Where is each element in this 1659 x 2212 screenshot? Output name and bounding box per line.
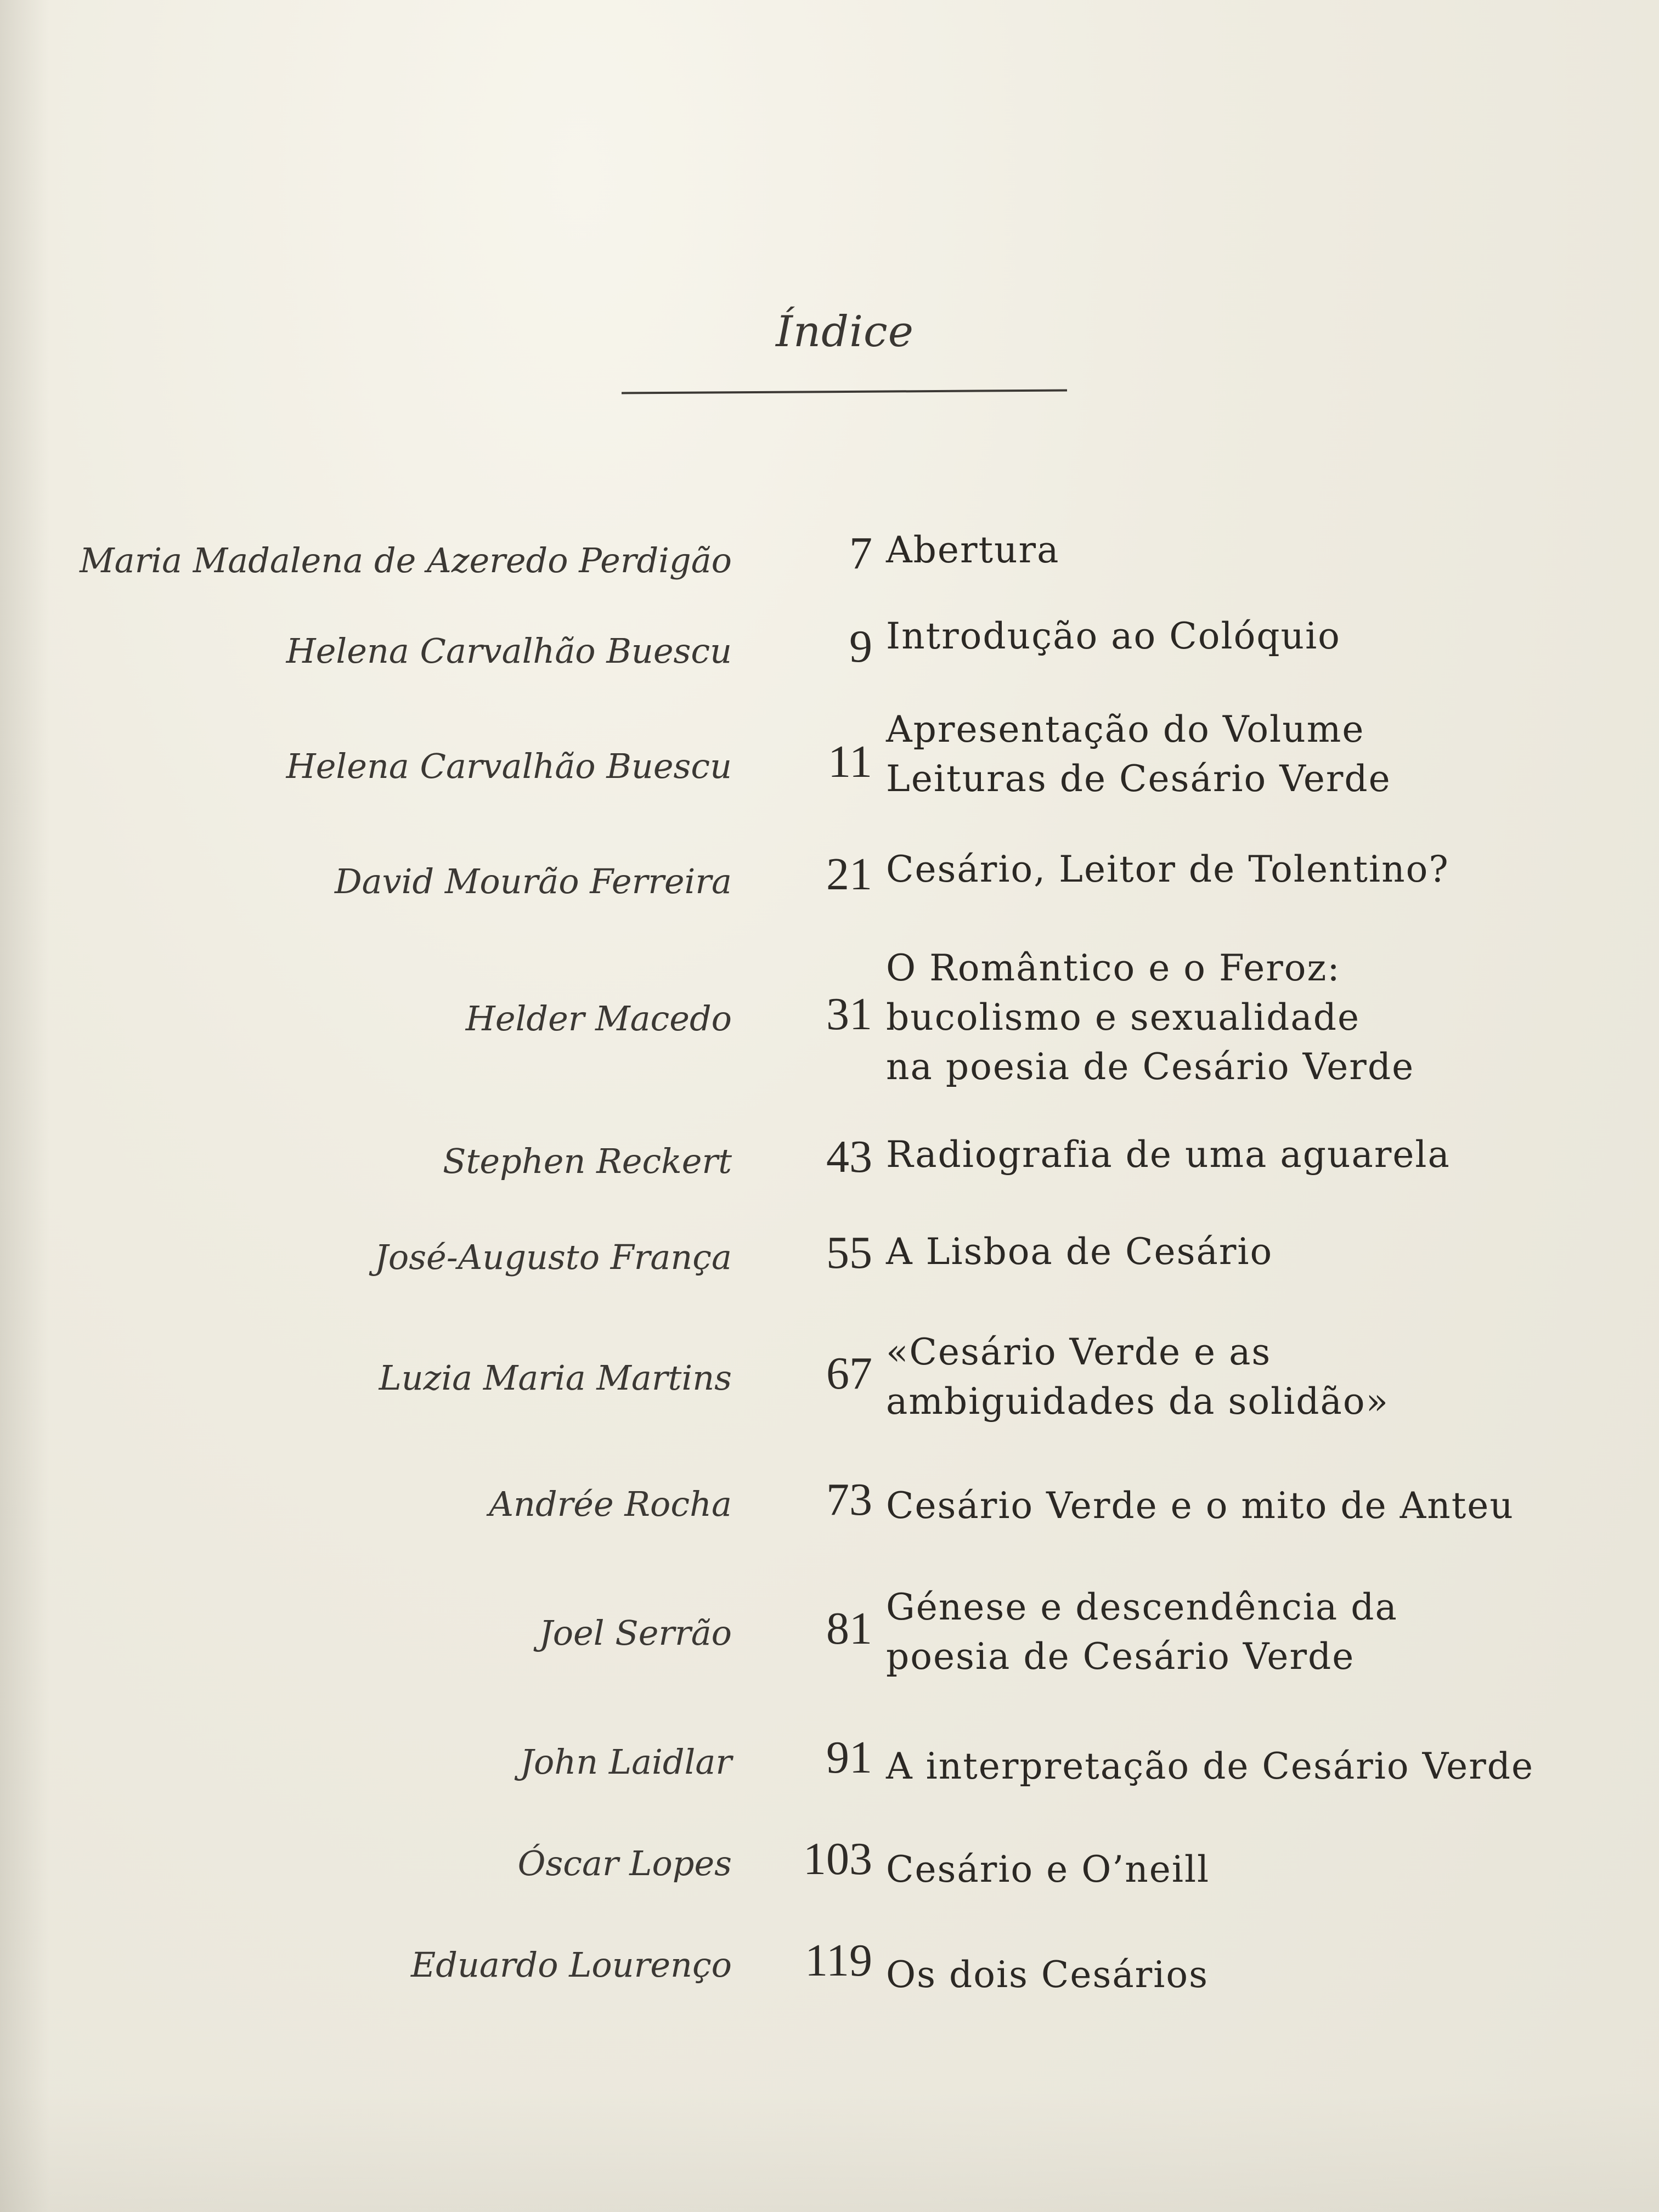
entry-page-number: 81: [826, 1603, 872, 1654]
entry-author: Helena Carvalhão Buescu: [286, 746, 732, 786]
entry-author: John Laidlar: [520, 1742, 732, 1782]
page-shadow-bottom: [0, 2091, 1659, 2212]
entry-author: David Mourão Ferreira: [334, 861, 732, 901]
entry-page-number: 31: [826, 989, 872, 1040]
entry-page-number: 73: [826, 1474, 872, 1525]
entry-title-line: Cesário, Leitor de Tolentino?: [886, 848, 1449, 890]
entry-title-line: A interpretação de Cesário Verde: [886, 1745, 1534, 1787]
entry-title-line: O Romântico e o Feroz:: [886, 947, 1341, 989]
title-divider: [622, 390, 1067, 394]
entry-title-line: Introdução ao Colóquio: [886, 615, 1341, 657]
entry-title-line: A Lisboa de Cesário: [886, 1231, 1273, 1273]
entry-title-line: Apresentação do Volume: [886, 708, 1365, 751]
entry-title: [886, 1328, 1643, 1426]
entry-author: José-Augusto França: [375, 1237, 732, 1277]
entry-title-line: ambiguidades da solidão»: [886, 1380, 1390, 1423]
entry-title: [886, 1227, 1643, 1277]
entry-title: [886, 845, 1643, 894]
entry-title: [886, 1742, 1643, 1791]
entry-title-line: Abertura: [886, 529, 1060, 571]
entry-title: [886, 705, 1643, 804]
entry-title: [886, 612, 1643, 661]
entry-title: [886, 944, 1643, 1092]
entry-title: [886, 1845, 1643, 1894]
entry-author: Eduardo Lourenço: [411, 1945, 732, 1985]
entry-title-line: bucolismo e sexualidade: [886, 996, 1361, 1039]
entry-title-line: Cesário Verde e o mito de Anteu: [886, 1485, 1514, 1527]
entry-author: Andrée Rocha: [489, 1484, 732, 1524]
page-title: Índice: [776, 307, 914, 357]
entry-page-number: 91: [826, 1732, 872, 1783]
entry-title-line: Leituras de Cesário Verde: [886, 758, 1391, 800]
entry-author: Helder Macedo: [465, 998, 732, 1039]
entry-author: Óscar Lopes: [517, 1843, 732, 1883]
entry-page-number: 9: [849, 621, 872, 672]
entry-title: [886, 1481, 1643, 1531]
entry-title-line: Cesário e O’neill: [886, 1848, 1210, 1891]
entry-page-number: 43: [826, 1131, 872, 1182]
entry-title: [886, 526, 1643, 575]
entry-page-number: 119: [805, 1935, 872, 1986]
entry-page-number: 11: [828, 736, 872, 787]
entry-title-line: na poesia de Cesário Verde: [886, 1046, 1415, 1088]
entry-title-line: «Cesário Verde e as: [886, 1331, 1272, 1373]
entry-author: Helena Carvalhão Buescu: [286, 631, 732, 671]
entry-title: [886, 1583, 1643, 1681]
entry-page-number: 7: [849, 528, 872, 579]
entry-author: Joel Serrão: [539, 1613, 732, 1653]
entry-title: [886, 1950, 1643, 2000]
entry-page-number: 21: [826, 849, 872, 900]
entry-page-number: 67: [826, 1348, 872, 1399]
entry-page-number: 103: [803, 1833, 872, 1884]
entry-author: Stephen Reckert: [443, 1141, 732, 1181]
entry-title-line: Os dois Cesários: [886, 1954, 1209, 1996]
entry-page-number: 55: [826, 1227, 872, 1278]
entry-title-line: Génese e descendência da: [886, 1586, 1398, 1628]
entry-author: Luzia Maria Martins: [379, 1358, 732, 1398]
entry-title-line: poesia de Cesário Verde: [886, 1635, 1355, 1678]
entry-title-line: Radiografia de uma aguarela: [886, 1133, 1451, 1176]
entry-author: Maria Madalena de Azeredo Perdigão: [80, 540, 732, 580]
entry-title: [886, 1130, 1643, 1180]
